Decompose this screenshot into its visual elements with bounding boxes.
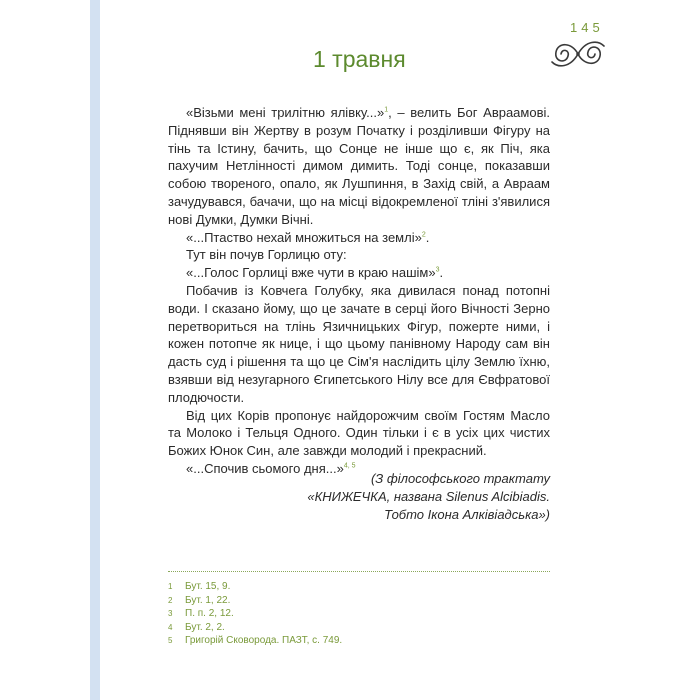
footnote-text: Бут. 2, 2. [185, 621, 225, 633]
source-line: (З філософського трактату [370, 471, 550, 486]
source-attribution [300, 470, 550, 523]
swirl-ornament-icon [548, 36, 608, 72]
source-line: «КНИЖЕЧКА, названа Silenus Alcibiadis. [307, 488, 550, 504]
source-line: Тобто Ікона Алківіадська») [384, 506, 550, 522]
paragraph: «...Спочив сьомого дня...»$^{4, 5}$ [186, 460, 356, 476]
paragraph: «...Птаство нехай множиться на землі»$^2$. [186, 229, 430, 245]
page-edge-strip [90, 0, 100, 700]
footnote-reference[interactable]: 2 [421, 231, 426, 239]
footnote [168, 621, 550, 635]
footnote-number: 3 [168, 609, 173, 619]
main-text [168, 104, 550, 478]
paragraph: Побачив із Ковчега Голубку, яка дивилася понад потопні води. І сказано йому, що це зачате в серці його Вічності Зерно перетвориться на тлінь Язичницьких Фігур, пожерте ними, і кожен потопче як нице, і що цьому панівному Народу сам він дасть суд і рішення та що це Сім'я наслідить цілу Землю їхню, взявши від незугарного Єгипетського Нілу все для Євфратової плодючости. [168, 282, 550, 405]
footnote [168, 594, 550, 608]
footnote-number: 2 [168, 595, 173, 605]
footnote-reference[interactable]: 3 [435, 266, 440, 274]
footnote-divider [168, 571, 550, 572]
footnote-text: П. п. 2, 12. [185, 608, 234, 620]
footnote-reference[interactable]: 4, 5 [343, 462, 356, 470]
paragraph: «...Голос Горлиці вже чути в краю нашім»$^3$. [186, 265, 444, 281]
paragraph: Від цих Корів пропонує найдорожчим своїм Гостям Масло та Молоко і Тельця Одного. Один тільки і є в усіх цих чистих Божих Юнок Син, але завжди молодий і прекрасний. [168, 407, 550, 459]
footnote-number: 1 [168, 582, 173, 591]
footnote-reference[interactable]: 1 [384, 106, 389, 114]
paragraph: Тут він почув Горлицю оту: [186, 247, 347, 263]
footnote-text: Григорій Сковорода. ПАЗТ, с. 749. [185, 635, 343, 647]
footnote [168, 634, 550, 648]
footnote-number: 4 [168, 622, 173, 632]
chapter-title: 1 травня [313, 46, 406, 72]
paragraph: «Візьми мені трилітню ялівку...»$^1$, – велить Бог Авраамові. Піднявши він Жертву в розум Початку і розділивши Фігуру на тінь та Істину, бачить, що Сонце не інше що є, як Піч, яка пахучим Нетлінності димом димить. Тоді сонце, показавши собою твореного, опало, як Лушпиння, в Захід свій, а Авраам зачудувався, бачачи, що на місці відокремленої тліні з'явилися нові Думки, Думки Вічні. [168, 105, 550, 227]
footnote [168, 580, 550, 594]
footnote-number: 5 [168, 636, 173, 646]
footnote [168, 607, 550, 621]
page-number: 145 [570, 20, 604, 35]
footnote-text: Бут. 1, 22. [185, 594, 231, 606]
footnote-text: Бут. 15, 9. [185, 581, 231, 592]
footnotes [168, 580, 550, 648]
